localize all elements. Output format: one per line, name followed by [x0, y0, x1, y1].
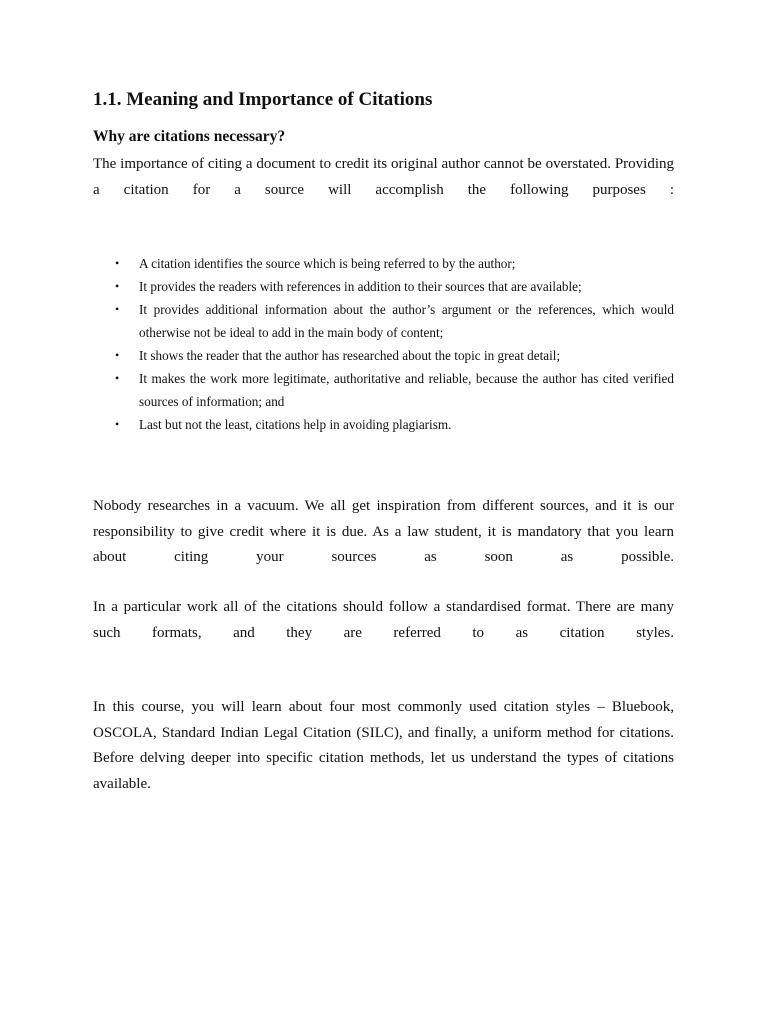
format-paragraph: In a particular work all of the citations should follow a standardised format. There are many such formats, and they are referred to as citation styles. [93, 599, 674, 641]
list-item [93, 298, 674, 344]
list-item [93, 367, 674, 413]
bullet-icon: • [115, 348, 120, 362]
bullet-icon: • [115, 371, 120, 385]
list-item [93, 344, 674, 367]
list-item-text: A citation identifies the source which is being referred to by the author; [139, 256, 516, 271]
list-item [93, 275, 674, 298]
list-item [93, 252, 674, 275]
list-item-text: Last but not the least, citations help in avoiding plagiarism. [139, 417, 452, 432]
section-heading: 1.1. Meaning and Importance of Citations [93, 89, 433, 110]
list-item [93, 413, 674, 436]
section-subheading: Why are citations necessary? [93, 128, 286, 145]
bullet-icon: • [115, 256, 120, 270]
vacuum-paragraph: Nobody researches in a vacuum. We all get inspiration from different sources, and it is our responsibility to give credit where it is due. As a law student, it is mandatory that you learn about citing your sources as soon as possible. [93, 498, 674, 565]
purposes-list [93, 252, 674, 436]
bullet-icon: • [115, 302, 120, 316]
list-item-text: It makes the work more legitimate, authoritative and reliable, because the author has cited verified sources of information; and [139, 371, 674, 409]
bullet-icon: • [115, 279, 120, 293]
course-paragraph: In this course, you will learn about four most commonly used citation styles – Bluebook, OSCOLA, Standard Indian Legal Citation (SILC), and finally, a uniform method for citations. Before delving deeper into specific citation methods, let us understand the types of citations available. [93, 699, 674, 792]
bullet-icon: • [115, 417, 120, 431]
list-item-text: It provides the readers with references in addition to their sources that are available; [139, 279, 582, 294]
list-item-text: It shows the reader that the author has researched about the topic in great detail; [139, 348, 561, 363]
intro-paragraph: The importance of citing a document to credit its original author cannot be overstated. Providing a citation for a source will accomplish the following purposes : [93, 156, 674, 198]
list-item-text: It provides additional information about the author’s argument or the references, which would otherwise not be ideal to add in the main body of content; [139, 302, 674, 340]
